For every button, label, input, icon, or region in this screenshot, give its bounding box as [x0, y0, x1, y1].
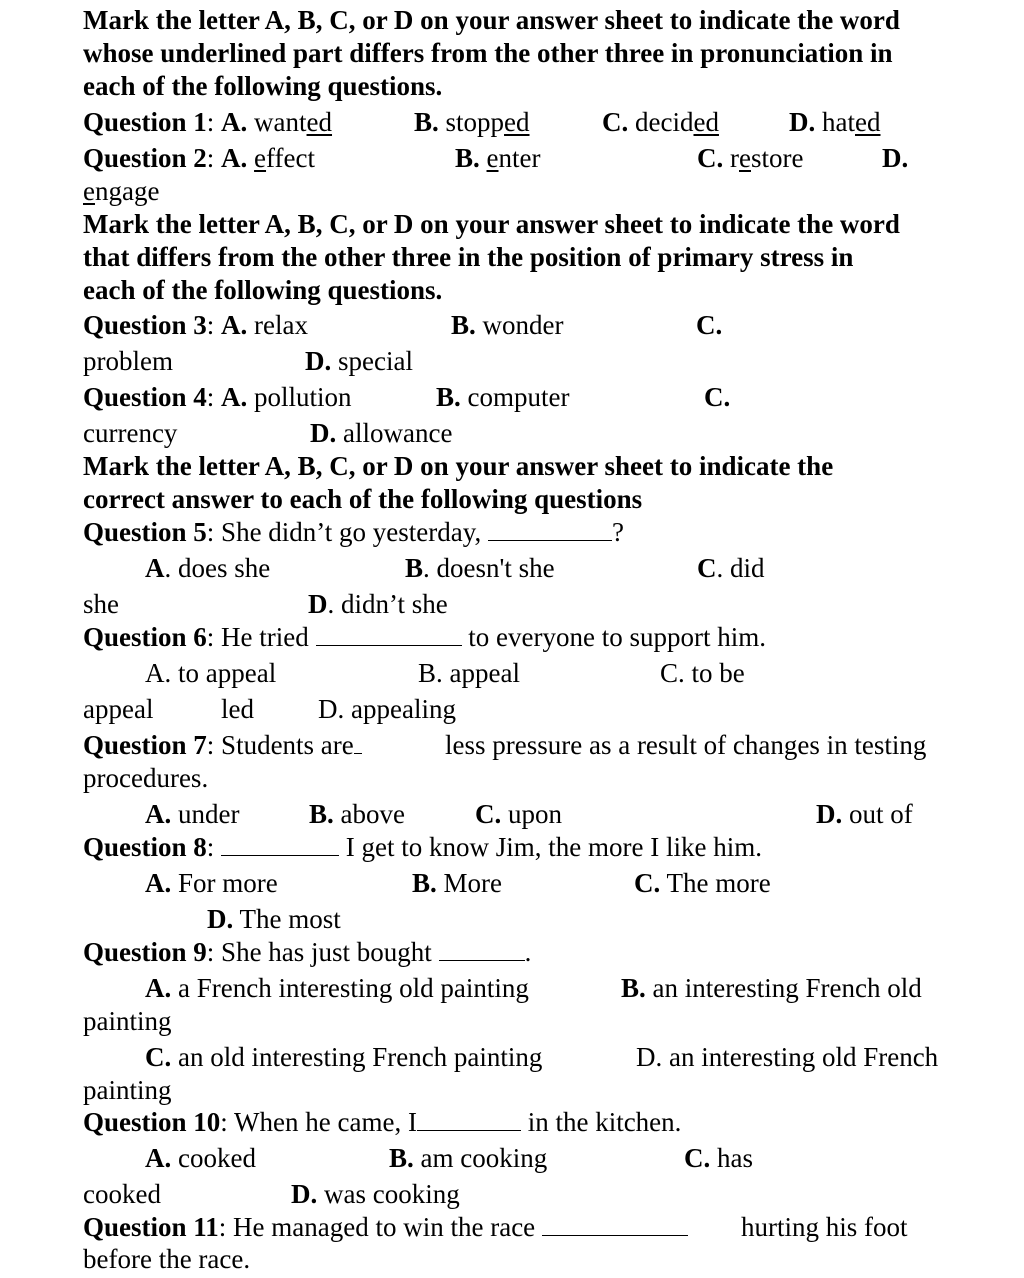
- q6-answer-blank: [316, 621, 462, 646]
- question-5-row: Question 5: She didn’t go yesterday, ?: [83, 517, 624, 547]
- section1-instruction-line2: whose underlined part differs from the other three in pronunciation in: [83, 38, 893, 68]
- q8-option-a: A. For more: [145, 868, 278, 898]
- section3-instruction-line2: correct answer to each of the following questions: [83, 484, 643, 514]
- question-9-row: Question 9: She has just bought .: [83, 937, 532, 967]
- q5-stem: She didn’t go yesterday,: [221, 517, 482, 547]
- q11-answer-blank: [542, 1211, 688, 1236]
- q1-option-d: D. hated: [789, 107, 881, 137]
- question-6-row: Question 6: He tried to everyone to support him.: [83, 622, 766, 652]
- q7-option-b: B. above: [309, 799, 405, 829]
- question-3-label: Question 3: [83, 310, 207, 340]
- q10-end: in the kitchen.: [527, 1107, 682, 1137]
- q4-option-c-letter: C.: [704, 382, 731, 412]
- q10-option-c: C. has: [684, 1143, 753, 1173]
- question-2-row: Question 2: A. effect: [83, 143, 315, 173]
- question-3-row: Question 3: A. relax: [83, 310, 309, 340]
- section2-instruction-line2: that differs from the other three in the position of primary stress in: [83, 242, 854, 272]
- q3-option-d: D. special: [305, 346, 413, 376]
- q2-option-a-text: effect: [254, 143, 315, 173]
- q6-stem: He tried: [221, 622, 309, 652]
- question-11-label: Question 11: [83, 1212, 219, 1242]
- section1-instruction-line3: each of the following questions.: [83, 71, 443, 101]
- q5-option-c: C. did: [697, 553, 765, 583]
- section3-instruction-line1: Mark the letter A, B, C, or D on your answer sheet to indicate the: [83, 451, 834, 481]
- q6-option-c-wrap2: led: [221, 694, 254, 724]
- question-8-row: Question 8: I get to know Jim, the more I like him.: [83, 832, 762, 862]
- q2-option-d-letter: D.: [882, 143, 909, 173]
- q5-answer-blank: [488, 516, 612, 541]
- q11-end: hurting his foot: [741, 1212, 908, 1242]
- q8-option-b: B. More: [412, 868, 502, 898]
- q2-option-b: B. enter: [455, 143, 541, 173]
- q8-option-d: D. The most: [207, 904, 341, 934]
- q6-option-d: D. appealing: [318, 694, 456, 724]
- q10-option-b: B. am cooking: [389, 1143, 548, 1173]
- q7-option-a: A. under: [145, 799, 240, 829]
- question-1-row: Question 1: A. wanted: [83, 107, 333, 137]
- q1-option-c: C. decided: [602, 107, 719, 137]
- q6-option-a: A. to appeal: [145, 658, 277, 688]
- q7-wrap: procedures.: [83, 763, 209, 793]
- question-10-row: Question 10: When he came, I in the kitchen.: [83, 1107, 682, 1137]
- q5-option-c-wrap: she: [83, 589, 119, 619]
- q9-option-c: C. an old interesting French painting: [145, 1042, 543, 1072]
- q11-wrap: before the race.: [83, 1244, 251, 1274]
- q9-option-b-wrap: painting: [83, 1006, 172, 1036]
- q9-answer-blank: [439, 936, 525, 961]
- q4-option-a-text: pollution: [254, 382, 352, 412]
- q10-option-c-wrap: cooked: [83, 1179, 161, 1209]
- q11-stem: He managed to win the race: [233, 1212, 536, 1242]
- q7-end: less pressure as a result of changes in testing: [445, 730, 927, 760]
- q4-option-d: D. allowance: [310, 418, 453, 448]
- question-5-label: Question 5: [83, 517, 207, 547]
- q8-option-c: C. The more: [634, 868, 771, 898]
- q3-option-c-letter: C.: [696, 310, 723, 340]
- q10-stem: When he came, I: [234, 1107, 417, 1137]
- q3-option-c-text: problem: [83, 346, 173, 376]
- q3-option-a-text: relax: [254, 310, 309, 340]
- q8-end: I get to know Jim, the more I like him.: [345, 832, 762, 862]
- question-9-label: Question 9: [83, 937, 207, 967]
- q5-option-b: B. doesn't she: [405, 553, 555, 583]
- section2-instruction-line3: each of the following questions.: [83, 275, 443, 305]
- q6-end: to everyone to support him.: [468, 622, 766, 652]
- q1-option-a-letter: A.: [221, 107, 248, 137]
- question-10-label: Question 10: [83, 1107, 221, 1137]
- q4-option-b: B. computer: [436, 382, 570, 412]
- question-6-label: Question 6: [83, 622, 207, 652]
- question-7-label: Question 7: [83, 730, 207, 760]
- q2-option-c: C. restore: [697, 143, 804, 173]
- q10-option-a: A. cooked: [145, 1143, 256, 1173]
- q9-option-d: D. an interesting old French: [636, 1042, 939, 1072]
- q9-option-b: B. an interesting French old: [621, 973, 922, 1003]
- q6-option-c-wrap1: appeal: [83, 694, 154, 724]
- section1-instruction-line1: Mark the letter A, B, C, or D on your answer sheet to indicate the word: [83, 5, 900, 35]
- q3-option-b: B. wonder: [451, 310, 564, 340]
- question-2-label: Question 2: [83, 143, 207, 173]
- q9-end: .: [524, 937, 532, 967]
- q5-option-a: A. does she: [145, 553, 271, 583]
- q8-answer-blank: [221, 831, 339, 856]
- question-7-row: Question 7: Students are: [83, 729, 362, 762]
- q6-option-b: B. appeal: [418, 658, 520, 688]
- q7-option-c: C. upon: [475, 799, 562, 829]
- q10-option-d: D. was cooking: [291, 1179, 460, 1209]
- question-4-label: Question 4: [83, 382, 207, 412]
- section2-instruction-line1: Mark the letter A, B, C, or D on your answer sheet to indicate the word: [83, 209, 900, 239]
- q9-stem: She has just bought: [221, 937, 432, 967]
- q7-option-d: D. out of: [816, 799, 913, 829]
- q5-option-d: D. didn’t she: [308, 589, 448, 619]
- question-8-label: Question 8: [83, 832, 207, 862]
- q9-option-d-wrap: painting: [83, 1075, 172, 1105]
- q9-option-a: A. a French interesting old painting: [145, 973, 529, 1003]
- q2-option-d-text: engage: [83, 176, 160, 206]
- q10-answer-blank: [417, 1106, 521, 1131]
- q5-end: ?: [612, 517, 624, 547]
- question-4-row: Question 4: A. pollution: [83, 382, 352, 412]
- q1-option-b: B. stopped: [414, 107, 530, 137]
- question-11-row: Question 11: He managed to win the race: [83, 1211, 688, 1244]
- q4-option-c-text: currency: [83, 418, 178, 448]
- q7-stem: Students are: [221, 730, 354, 760]
- q7-answer-blank: [354, 729, 362, 754]
- q1-option-a-text: wanted: [254, 107, 333, 137]
- q6-option-c: C. to be: [660, 658, 745, 688]
- question-1-label: Question 1: [83, 107, 207, 137]
